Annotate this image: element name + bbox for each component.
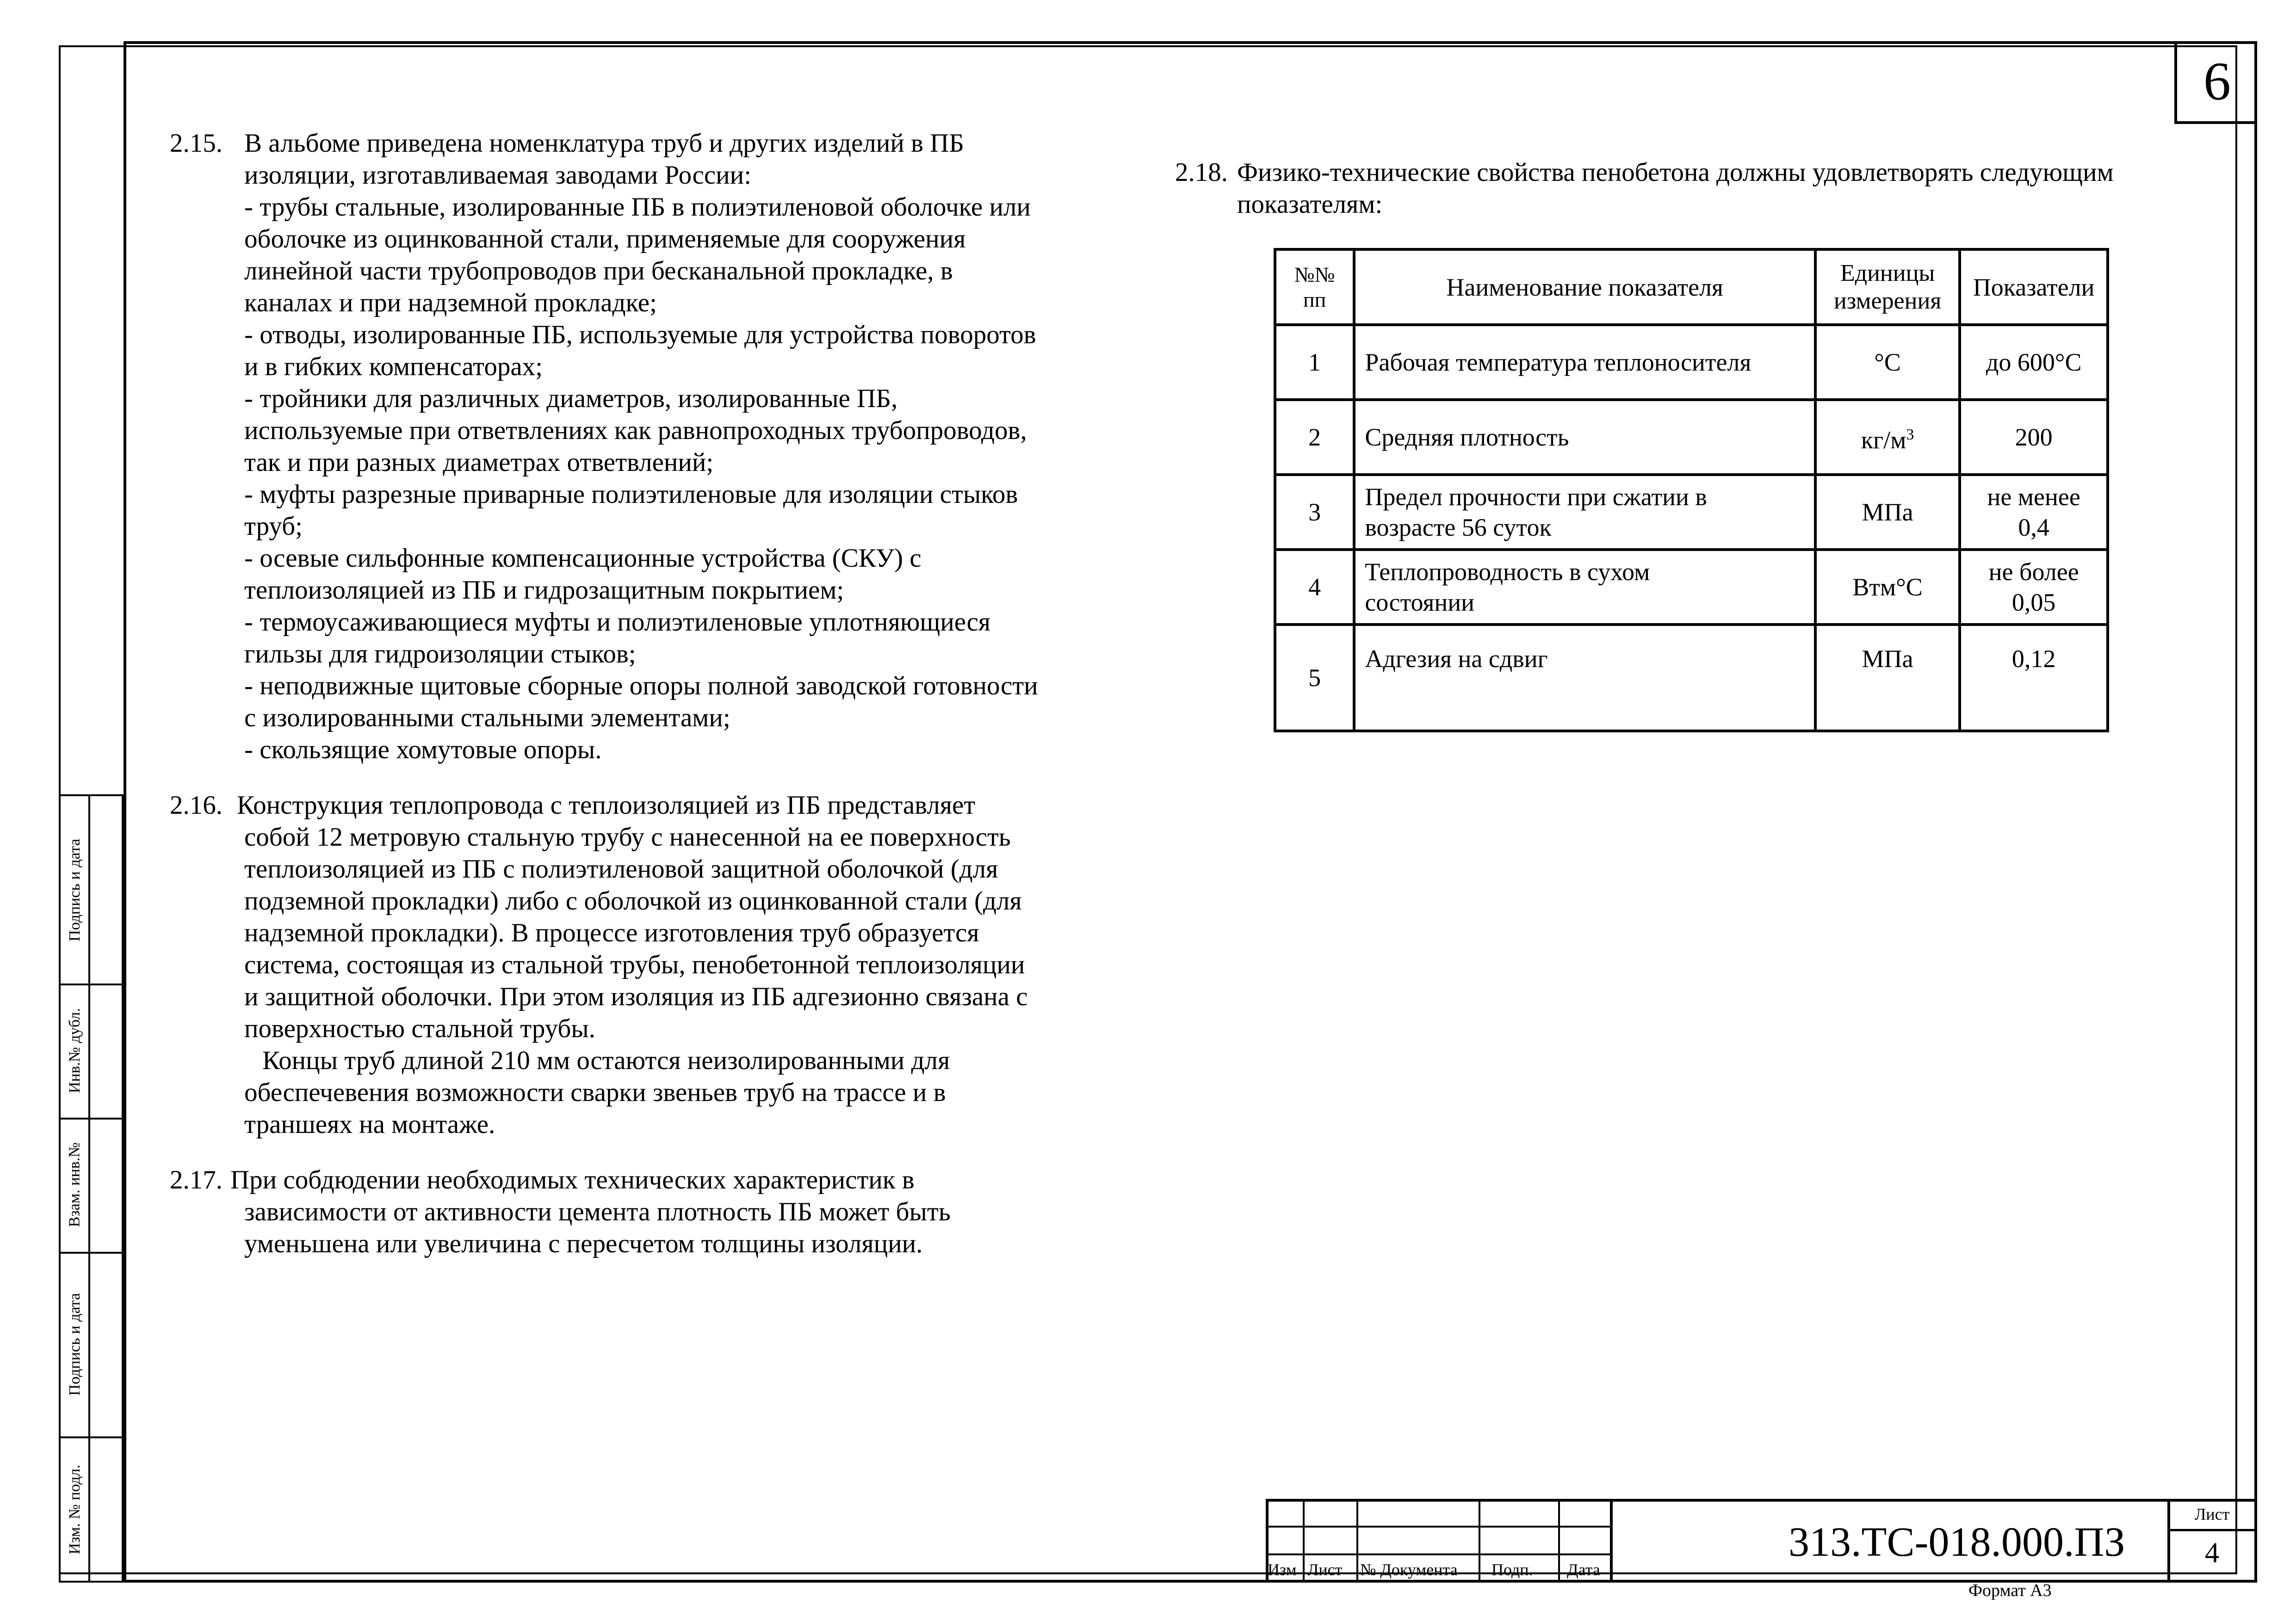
section-number: 2.16.	[170, 791, 223, 820]
row-unit: °С	[1815, 325, 1960, 400]
row-value: до 600°С	[1960, 325, 2108, 400]
row-number: 2	[1275, 400, 1354, 475]
section-2-16	[170, 789, 1095, 1141]
text-line: Концы труб длиной 210 мм остаются неизолированными для	[262, 1046, 950, 1075]
tb-col-izm: Изм	[1268, 1560, 1297, 1579]
text-line: каналах и при надземной прокладке;	[244, 288, 657, 317]
text-line: Конструкция теплопровода с теплоизоляцией из ПБ представляет	[237, 791, 976, 820]
stamp-label: Подпись и дата	[66, 838, 83, 941]
row-unit: МПа	[1815, 475, 1960, 550]
text-line: надземной прокладки). В процессе изготовления труб образуется	[244, 918, 979, 947]
row-name: Средняя плотность	[1354, 400, 1815, 475]
row-value: не более 0,05	[1960, 550, 2108, 625]
document-code: 313.ТС-018.000.ПЗ	[1789, 1519, 2125, 1565]
text-line: - тройники для различных диаметров, изолированные ПБ,	[244, 384, 898, 413]
header-name: Наименование показателя	[1354, 249, 1815, 325]
table-row	[1275, 325, 2108, 400]
text-line: показателям:	[1237, 190, 1383, 219]
side-stamp	[59, 794, 124, 1583]
row-value: 200	[1960, 400, 2108, 475]
text-line: собой 12 метровую стальную трубу с нанесенной на ее поверхность	[244, 823, 1011, 852]
row-number: 4	[1275, 550, 1354, 625]
text-line: обеспечевения возможности сварки звеньев труб на трассе и в	[244, 1078, 946, 1107]
text-line: - неподвижные щитовые сборные опоры полной заводской готовности	[244, 671, 1038, 700]
row-name: Теплопроводность в сухом состоянии	[1354, 550, 1815, 625]
table-row	[1275, 625, 2108, 731]
tb-col-document: № Документа	[1360, 1560, 1458, 1579]
section-number: 2.18.	[1175, 158, 1228, 187]
tb-col-list: Лист	[1307, 1560, 1343, 1579]
text-line: гильзы для гидроизоляции стыков;	[244, 639, 636, 668]
section-number: 2.17.	[170, 1165, 223, 1194]
text-line: оболочке из оцинкованной стали, применяемые для сооружения	[244, 224, 966, 254]
table-row	[1275, 400, 2108, 475]
row-unit: Втм°С	[1815, 550, 1960, 625]
row-unit: МПа	[1815, 625, 1960, 731]
text-line: - трубы стальные, изолированные ПБ в полиэтиленовой оболочке или	[244, 192, 1031, 222]
row-name: Предел прочности при сжатии в возрасте 56 суток	[1354, 475, 1815, 550]
text-line: используемые при ответвлениях как равнопроходных трубопроводов,	[244, 416, 1027, 445]
text-line: уменьшена или увеличина с пересчетом толщины изоляции.	[244, 1229, 923, 1258]
text-line: и защитной оболочки. При этом изоляция из ПБ адгезионно связана с	[244, 982, 1028, 1011]
table-header-row	[1275, 249, 2108, 325]
row-value: 0,12	[1960, 625, 2108, 731]
text-line: теплоизоляцией из ПБ и гидрозащитным покрытием;	[244, 575, 844, 605]
title-block	[1266, 1499, 2257, 1583]
section-2-15	[170, 127, 1095, 775]
stamp-label: Изм. № подл.	[66, 1465, 84, 1554]
text-line: Физико-технические свойства пенобетона должны удовлетворять следующим	[1237, 158, 2114, 187]
row-name: Адгезия на сдвиг	[1354, 625, 1815, 731]
stamp-label: Взам. инв.№	[66, 1142, 84, 1227]
text-line: и в гибких компенсаторах;	[244, 352, 543, 381]
text-line: труб;	[244, 512, 303, 541]
text-line: зависимости от активности цемента плотность ПБ может быть	[244, 1197, 951, 1226]
row-name: Рабочая температура теплоносителя	[1354, 325, 1815, 400]
section-number: 2.15.	[170, 129, 223, 158]
sheet-corner-number: 6	[2174, 41, 2257, 124]
row-number: 5	[1275, 625, 1354, 731]
properties-table	[1274, 248, 2109, 732]
row-unit: $кг/м^3$	[1815, 400, 1960, 475]
row-number: 3	[1275, 475, 1354, 550]
text-line: В альбоме приведена номенклатура труб и других изделий в ПБ	[244, 129, 965, 158]
header-unit: Единицы измерения	[1815, 249, 1960, 325]
tb-col-date: Дата	[1567, 1560, 1600, 1579]
text-line: - термоусаживающиеся муфты и полиэтиленовые уплотняющиеся	[244, 607, 991, 637]
stamp-label: Подпись и дата	[66, 1293, 83, 1396]
table-row	[1275, 475, 2108, 550]
text-line: так и при разных диаметрах ответвлений;	[244, 448, 714, 477]
sheet-label: Лист	[2195, 1505, 2230, 1523]
text-line: - осевые сильфонные компенсационные устройства (СКУ) с	[244, 544, 922, 573]
text-line: теплоизоляцией из ПБ с полиэтиленовой защитной оболочкой (для	[244, 854, 998, 884]
text-line: система, состоящая из стальной трубы, пенобетонной теплоизоляции	[244, 950, 1025, 979]
text-line: с изолированными стальными элементами;	[244, 703, 730, 732]
section-2-17	[170, 1164, 1095, 1266]
header-value: Показатели	[1960, 249, 2108, 325]
format-label: Формат А3	[1968, 1581, 2052, 1600]
text-line: изоляции, изготавливаемая заводами России:	[244, 161, 752, 190]
stamp-label: Инв.№ дубл.	[66, 1008, 84, 1094]
sheet-number: 4	[2205, 1537, 2219, 1569]
text-line: линейной части трубопроводов при бесканальной прокладке, в	[244, 256, 953, 285]
table-row	[1275, 550, 2108, 625]
text-line: При собдюдении необходимых технических характеристик в	[230, 1165, 915, 1194]
row-value: не менее 0,4	[1960, 475, 2108, 550]
text-line: траншеях на монтаже.	[244, 1110, 495, 1139]
text-line: поверхностью стальной трубы.	[244, 1014, 595, 1043]
row-number: 1	[1275, 325, 1354, 400]
tb-col-sign: Подп.	[1491, 1560, 1533, 1579]
section-2-18	[1175, 156, 2216, 226]
text-line: - отводы, изолированные ПБ, используемые для устройства поворотов	[244, 320, 1036, 349]
header-number: №№ пп	[1275, 249, 1354, 325]
text-line: - скользящие хомутовые опоры.	[244, 735, 602, 764]
text-line: - муфты разрезные приварные полиэтиленовые для изоляции стыков	[244, 480, 1018, 509]
text-line: подземной прокладки) либо с оболочкой из оцинкованной стали (для	[244, 886, 1022, 916]
